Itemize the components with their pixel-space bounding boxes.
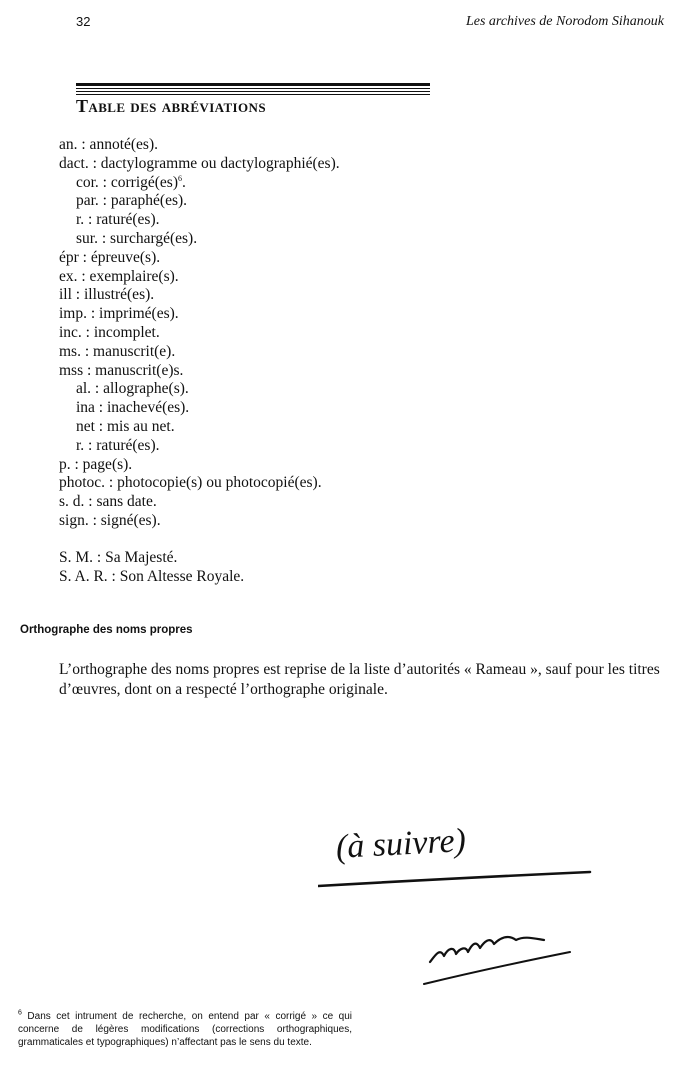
abbreviation-item [59,437,340,456]
signature-underline [424,952,570,984]
abbreviation-text: S. M. : Sa Majesté. [59,548,178,566]
abbreviation-text: ill : illustré(es). [59,286,155,304]
abbreviation-item [59,512,340,531]
abbreviation-text: photoc. : photocopie(s) ou photocopié(es). [59,474,322,492]
abbreviation-item [59,399,340,418]
abbreviation-item [59,230,340,249]
footnote [18,1010,352,1049]
page-number: 32 [76,14,91,29]
abbreviation-item [59,192,340,211]
abbreviation-text: r. : raturé(es). [76,436,160,454]
abbreviation-text: imp. : imprimé(es). [59,305,179,323]
abbreviation-text: s. d. : sans date. [59,493,157,511]
rule-line [76,83,430,86]
abbreviation-text: S. A. R. : Son Altesse Royale. [59,567,245,585]
abbreviation-text: al. : allographe(s). [76,380,189,398]
abbreviation-text: cor. : corrigé(es) [76,173,178,191]
abbreviation-list [59,136,340,586]
abbreviation-item [59,343,340,362]
abbreviation-item [59,249,340,268]
abbreviation-item [59,174,340,193]
signature [420,918,590,995]
abbreviation-item [59,211,340,230]
abbreviation-text: p. : page(s). [59,455,133,473]
signature-stroke [430,937,544,962]
footnote-reference: 6 [178,173,182,183]
abbreviation-text: épr : épreuve(s). [59,248,161,266]
abbreviation-tail: . [182,173,186,191]
rule-line [76,88,430,89]
abbreviation-text: an. : annoté(es). [59,136,158,153]
abbreviation-text: ex. : exemplaire(s). [59,267,179,285]
proper-names-heading: Orthographe des noms propres [20,624,193,636]
abbreviation-item [59,324,340,343]
abbreviation-item [59,305,340,324]
abbreviation-item [59,380,340,399]
abbreviation-text: sur. : surchargé(es). [76,229,198,247]
abbreviation-item [59,362,340,381]
abbreviation-item [59,549,340,568]
handwritten-note-drawing [318,800,598,895]
abbreviation-item [59,568,340,587]
handwritten-note-text: (à suivre) [335,822,467,866]
abbreviation-item [59,136,340,155]
abbreviation-item [59,268,340,287]
rule-line [76,94,430,95]
footnote-text: Dans cet intrument de recherche, on entend par « corrigé » ce qui concerne de légères modifications (corrections orthographiques, grammaticales et typographiques) n’affectant pas le sens du texte. [18,1011,352,1048]
abbreviation-text: mss : manuscrit(e)s. [59,361,184,379]
abbreviation-item [59,286,340,305]
abbreviation-text: r. : raturé(es). [76,211,160,229]
abbreviation-text: ina : inachevé(es). [76,399,190,417]
abbreviation-item [59,155,340,174]
abbreviation-text: dact. : dactylogramme ou dactylographié(es). [59,154,340,172]
abbreviation-item [59,456,340,475]
abbreviation-text: inc. : incomplet. [59,323,160,341]
abbreviation-item [59,493,340,512]
abbreviation-item [59,418,340,437]
title-rules [76,83,430,97]
abbreviation-text: ms. : manuscrit(e). [59,342,176,360]
running-head: Les archives de Norodom Sihanouk [465,14,664,29]
abbreviation-text: sign. : signé(es). [59,511,161,529]
section-title: Table des abréviations [76,96,266,116]
rule-line [76,91,430,92]
abbreviation-item [59,474,340,493]
proper-names-paragraph: L’orthographe des noms propres est reprise de la liste d’autorités « Rameau », sauf pour les titres d’œuvres, dont on a respecté l’orthographe originale. [59,661,660,698]
abbreviation-text: net : mis au net. [76,417,175,435]
abbreviation-text: par. : paraphé(es). [76,192,188,210]
handwritten-underline [318,872,590,886]
handwritten-note [318,800,598,900]
signature-drawing [420,918,590,990]
footnote-number: 6 [18,1009,22,1017]
